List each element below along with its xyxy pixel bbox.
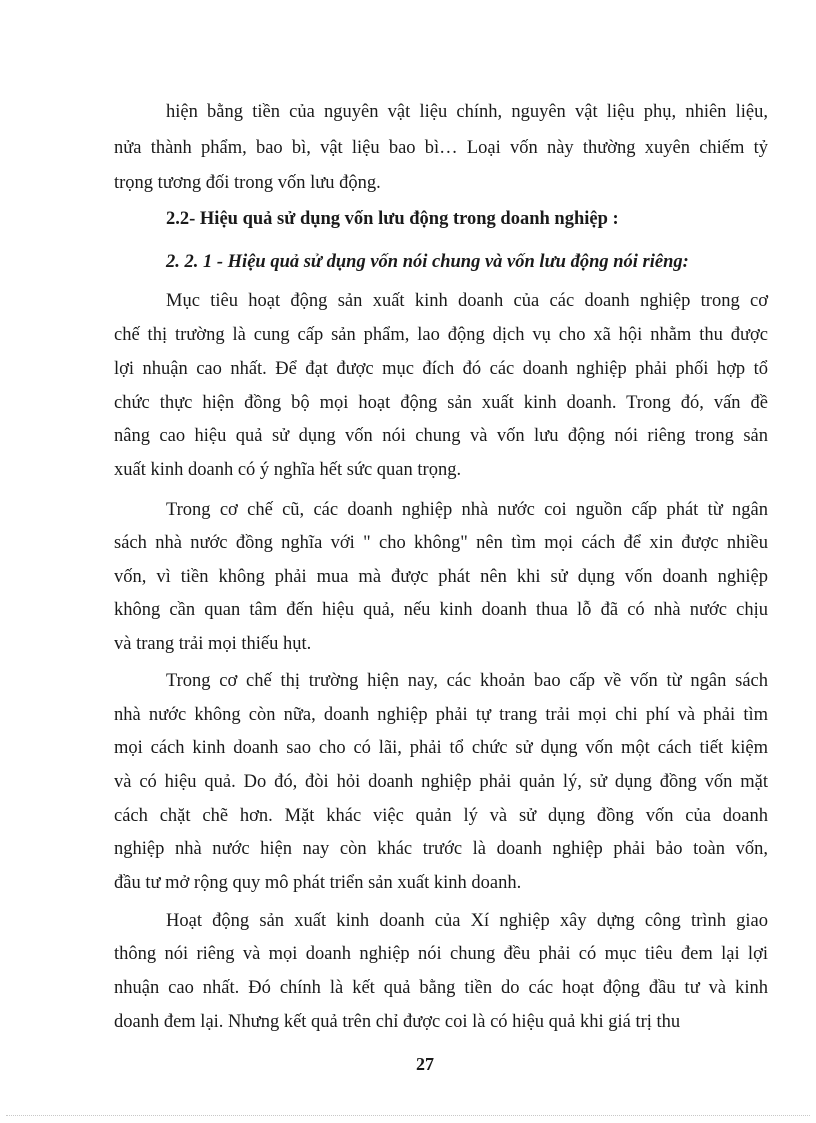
intro-line-1: hiện bằng tiền của nguyên vật liệu chính, nguyên vật liệu phụ, nhiên liệu, [166, 102, 768, 122]
paragraph-3-line-3: mọi cách kinh doanh sao cho có lãi, phải tổ chức sử dụng vốn một cách tiết kiệm [114, 738, 768, 758]
section-heading: 2.2- Hiệu quả sử dụng vốn lưu động trong doanh nghiệp : [166, 209, 619, 229]
page-bottom-divider [6, 1115, 810, 1116]
paragraph-1-line-5: nâng cao hiệu quả sử dụng vốn nói chung và vốn lưu động nói riêng trong sản [114, 426, 768, 446]
paragraph-3-line-4: và có hiệu quả. Do đó, đòi hỏi doanh nghiệp phải quản lý, sử dụng đồng vốn mặt [114, 772, 768, 792]
paragraph-3-line-7: đầu tư mở rộng quy mô phát triển sản xuất kinh doanh. [114, 873, 522, 893]
paragraph-1-line-4: chức thực hiện đồng bộ mọi hoạt động sản xuất kinh doanh. Trong đó, vấn đề [114, 393, 768, 413]
intro-line-2: nửa thành phẩm, bao bì, vật liệu bao bì… Loại vốn này thường xuyên chiếm tỷ [114, 138, 768, 158]
intro-line-3: trọng tương đối trong vốn lưu động. [114, 173, 381, 193]
paragraph-1-line-2: chế thị trường là cung cấp sản phẩm, lao động dịch vụ cho xã hội nhằm thu được [114, 325, 768, 345]
paragraph-1-line-1: Mục tiêu hoạt động sản xuất kinh doanh của các doanh nghiệp trong cơ [166, 291, 768, 311]
paragraph-3-line-6: nghiệp nhà nước hiện nay còn khác trước là doanh nghiệp phải bảo toàn vốn, [114, 839, 768, 859]
paragraph-3-line-5: cách chặt chẽ hơn. Mặt khác việc quản lý và sử dụng đồng vốn của doanh [114, 806, 768, 826]
paragraph-2-line-5: và trang trải mọi thiếu hụt. [114, 634, 312, 654]
paragraph-2-line-3: vốn, vì tiền không phải mua mà được phát nên khi sử dụng vốn doanh nghiệp [114, 567, 768, 587]
paragraph-1-line-6: xuất kinh doanh có ý nghĩa hết sức quan trọng. [114, 460, 462, 480]
paragraph-2-line-4: không cần quan tâm đến hiệu quả, nếu kinh doanh thua lỗ đã có nhà nước chịu [114, 600, 768, 620]
paragraph-1-line-3: lợi nhuận cao nhất. Để đạt được mục đích đó các doanh nghiệp phải phối hợp tổ [114, 359, 768, 379]
paragraph-2-line-2: sách nhà nước đồng nghĩa với " cho không" nên tìm mọi cách để xin được nhiều [114, 533, 768, 553]
paragraph-2-line-1: Trong cơ chế cũ, các doanh nghiệp nhà nước coi nguồn cấp phát từ ngân [166, 500, 768, 520]
paragraph-4-line-2: thông nói riêng và mọi doanh nghiệp nói chung đều phải có mục tiêu đem lại lợi [114, 944, 768, 964]
page-number: 27 [416, 1054, 434, 1074]
paragraph-3-line-2: nhà nước không còn nữa, doanh nghiệp phải tự trang trải mọi chi phí và phải tìm [114, 705, 768, 725]
paragraph-4-line-4: doanh đem lại. Nhưng kết quả trên chỉ được coi là có hiệu quả khi giá trị thu [114, 1012, 681, 1032]
paragraph-3-line-1: Trong cơ chế thị trường hiện nay, các khoản bao cấp về vốn từ ngân sách [166, 671, 768, 691]
paragraph-4-line-3: nhuận cao nhất. Đó chính là kết quả bằng tiền do các hoạt động đầu tư và kinh [114, 978, 768, 998]
paragraph-4-line-1: Hoạt động sản xuất kinh doanh của Xí nghiệp xây dựng công trình giao [166, 911, 768, 931]
subsection-heading: 2. 2. 1 - Hiệu quả sử dụng vốn nói chung và vốn lưu động nói riêng: [166, 252, 689, 272]
